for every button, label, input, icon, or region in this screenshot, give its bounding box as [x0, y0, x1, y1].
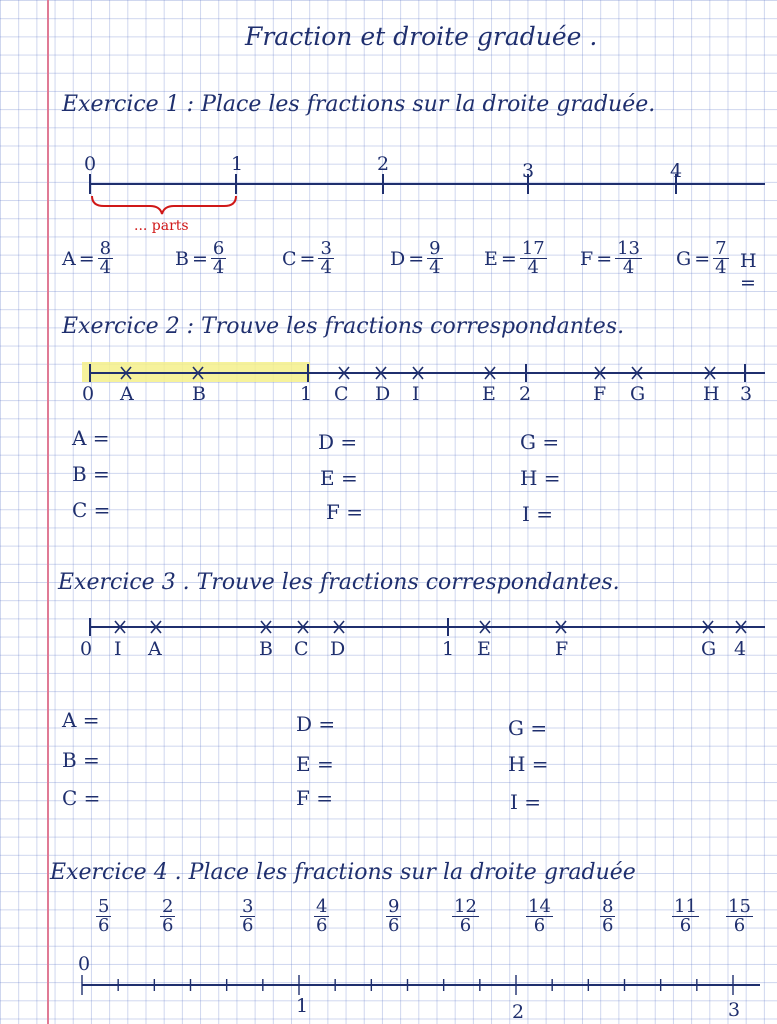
exercise-2-heading: Exercice 2 : Trouve les fractions correspondantes. — [62, 314, 625, 339]
ex2-label-b: B — [192, 383, 206, 405]
ex2-label-d: D — [375, 383, 391, 405]
ex2-label-f: F — [593, 383, 607, 405]
ex4-fraction-1: 5 6 — [98, 896, 110, 936]
ex3-label-c: C — [294, 638, 309, 660]
exercise-1-heading: Exercice 1 : Place les fractions sur la droite graduée. — [62, 92, 656, 117]
ex1-fraction-g: G = $\frac{7}{4}$ — [676, 238, 727, 278]
ex2-label-1: 1 — [300, 383, 313, 405]
ex3-label-f: F — [555, 638, 569, 660]
ex3-answer-d[interactable]: D = — [296, 712, 336, 736]
ex1-tick-3: 3 — [522, 160, 535, 182]
ex1-brace — [92, 196, 236, 214]
ex4-fraction-7: 14 6 — [528, 896, 551, 936]
ex1-fraction-d: D = $\frac{9}{4}$ — [390, 238, 441, 278]
ex1-fraction-f: F = $\frac{13}{4}$ — [580, 238, 641, 278]
ex4-fraction-5: 9 6 — [388, 896, 400, 936]
ex2-label-a: A — [120, 383, 134, 405]
ex2-label-c: C — [334, 383, 349, 405]
ex3-label-g: G — [701, 638, 717, 660]
ex3-label-1: 1 — [442, 638, 455, 660]
ex1-trailing-h: H = — [740, 250, 757, 294]
ex3-answer-b[interactable]: B = — [62, 748, 100, 772]
ex2-answer-c[interactable]: C = — [72, 498, 111, 522]
ex2-answer-d[interactable]: D = — [318, 430, 358, 454]
ex2-answer-e[interactable]: E = — [320, 466, 358, 490]
exercise-3-number-line — [80, 618, 765, 660]
ex1-fraction-b: B = $\frac{6}{4}$ — [175, 238, 225, 278]
ex3-answer-e[interactable]: E = — [296, 752, 334, 776]
ex1-tick-0: 0 — [84, 153, 97, 175]
ex3-label-0: 0 — [80, 638, 93, 660]
ex4-fraction-8: 8 6 — [602, 896, 614, 936]
ex3-answer-i[interactable]: I = — [510, 790, 542, 814]
ex4-fraction-4: 4 6 — [316, 896, 328, 936]
exercise-1-number-line — [84, 153, 765, 234]
exercise-3-heading: Exercice 3 . Trouve les fractions correspondantes. — [58, 570, 620, 595]
ex2-label-0: 0 — [82, 383, 95, 405]
ex4-fraction-6: 12 6 — [454, 896, 477, 936]
exercise-2-number-line — [82, 362, 765, 405]
ex3-label-b: B — [259, 638, 273, 660]
ex2-answer-h[interactable]: H = — [520, 466, 561, 490]
ex2-answer-b[interactable]: B = — [72, 462, 110, 486]
ex1-tick-2: 2 — [377, 153, 390, 175]
ex1-fraction-a: A = $\frac{8}{4}$ — [62, 238, 112, 278]
ex4-tick-2: 2 — [512, 1001, 525, 1023]
ex1-fraction-e: E = $\frac{17}{4}$ — [484, 238, 545, 278]
ex3-label-4: 4 — [734, 638, 747, 660]
ex4-tick-1: 1 — [296, 995, 309, 1017]
exercise-4-heading: Exercice 4 . Place les fractions sur la droite graduée — [50, 860, 636, 885]
ex4-fraction-2: 2 6 — [162, 896, 174, 936]
ex2-answer-g[interactable]: G = — [520, 430, 560, 454]
ex3-label-e: E — [477, 638, 491, 660]
ex2-answer-f[interactable]: F = — [326, 500, 363, 524]
ex3-answer-a[interactable]: A = — [62, 708, 100, 732]
ex3-answer-h[interactable]: H = — [508, 752, 549, 776]
ex4-fraction-3: 3 6 — [242, 896, 254, 936]
ex1-tick-4: 4 — [670, 160, 683, 182]
ex4-fraction-9: 11 6 — [674, 896, 697, 936]
ex2-label-g: G — [630, 383, 646, 405]
page-title: Fraction et droite graduée . — [245, 22, 598, 51]
ex2-label-2: 2 — [519, 383, 532, 405]
ex2-label-e: E — [482, 383, 496, 405]
ex2-label-i: I — [412, 383, 420, 405]
ex3-answer-g[interactable]: G = — [508, 716, 548, 740]
ex3-answer-c[interactable]: C = — [62, 786, 101, 810]
ex3-answer-f[interactable]: F = — [296, 786, 333, 810]
ex3-label-i: I — [114, 638, 122, 660]
ex1-tick-1: 1 — [231, 153, 244, 175]
ex4-fraction-10: 15 6 — [728, 896, 751, 936]
ex1-brace-label: ... parts — [134, 218, 189, 234]
ex4-tick-0: 0 — [78, 953, 91, 975]
ex4-tick-3: 3 — [728, 999, 741, 1021]
ex2-label-h: H — [703, 383, 720, 405]
ex3-label-a: A — [148, 638, 162, 660]
ex2-label-3: 3 — [740, 383, 753, 405]
ex2-answer-a[interactable]: A = — [72, 426, 110, 450]
exercise-4-number-line — [78, 953, 760, 1023]
ex3-label-d: D — [330, 638, 346, 660]
ex2-answer-i[interactable]: I = — [522, 502, 554, 526]
ex1-fraction-c: C = $\frac{3}{4}$ — [282, 238, 332, 278]
